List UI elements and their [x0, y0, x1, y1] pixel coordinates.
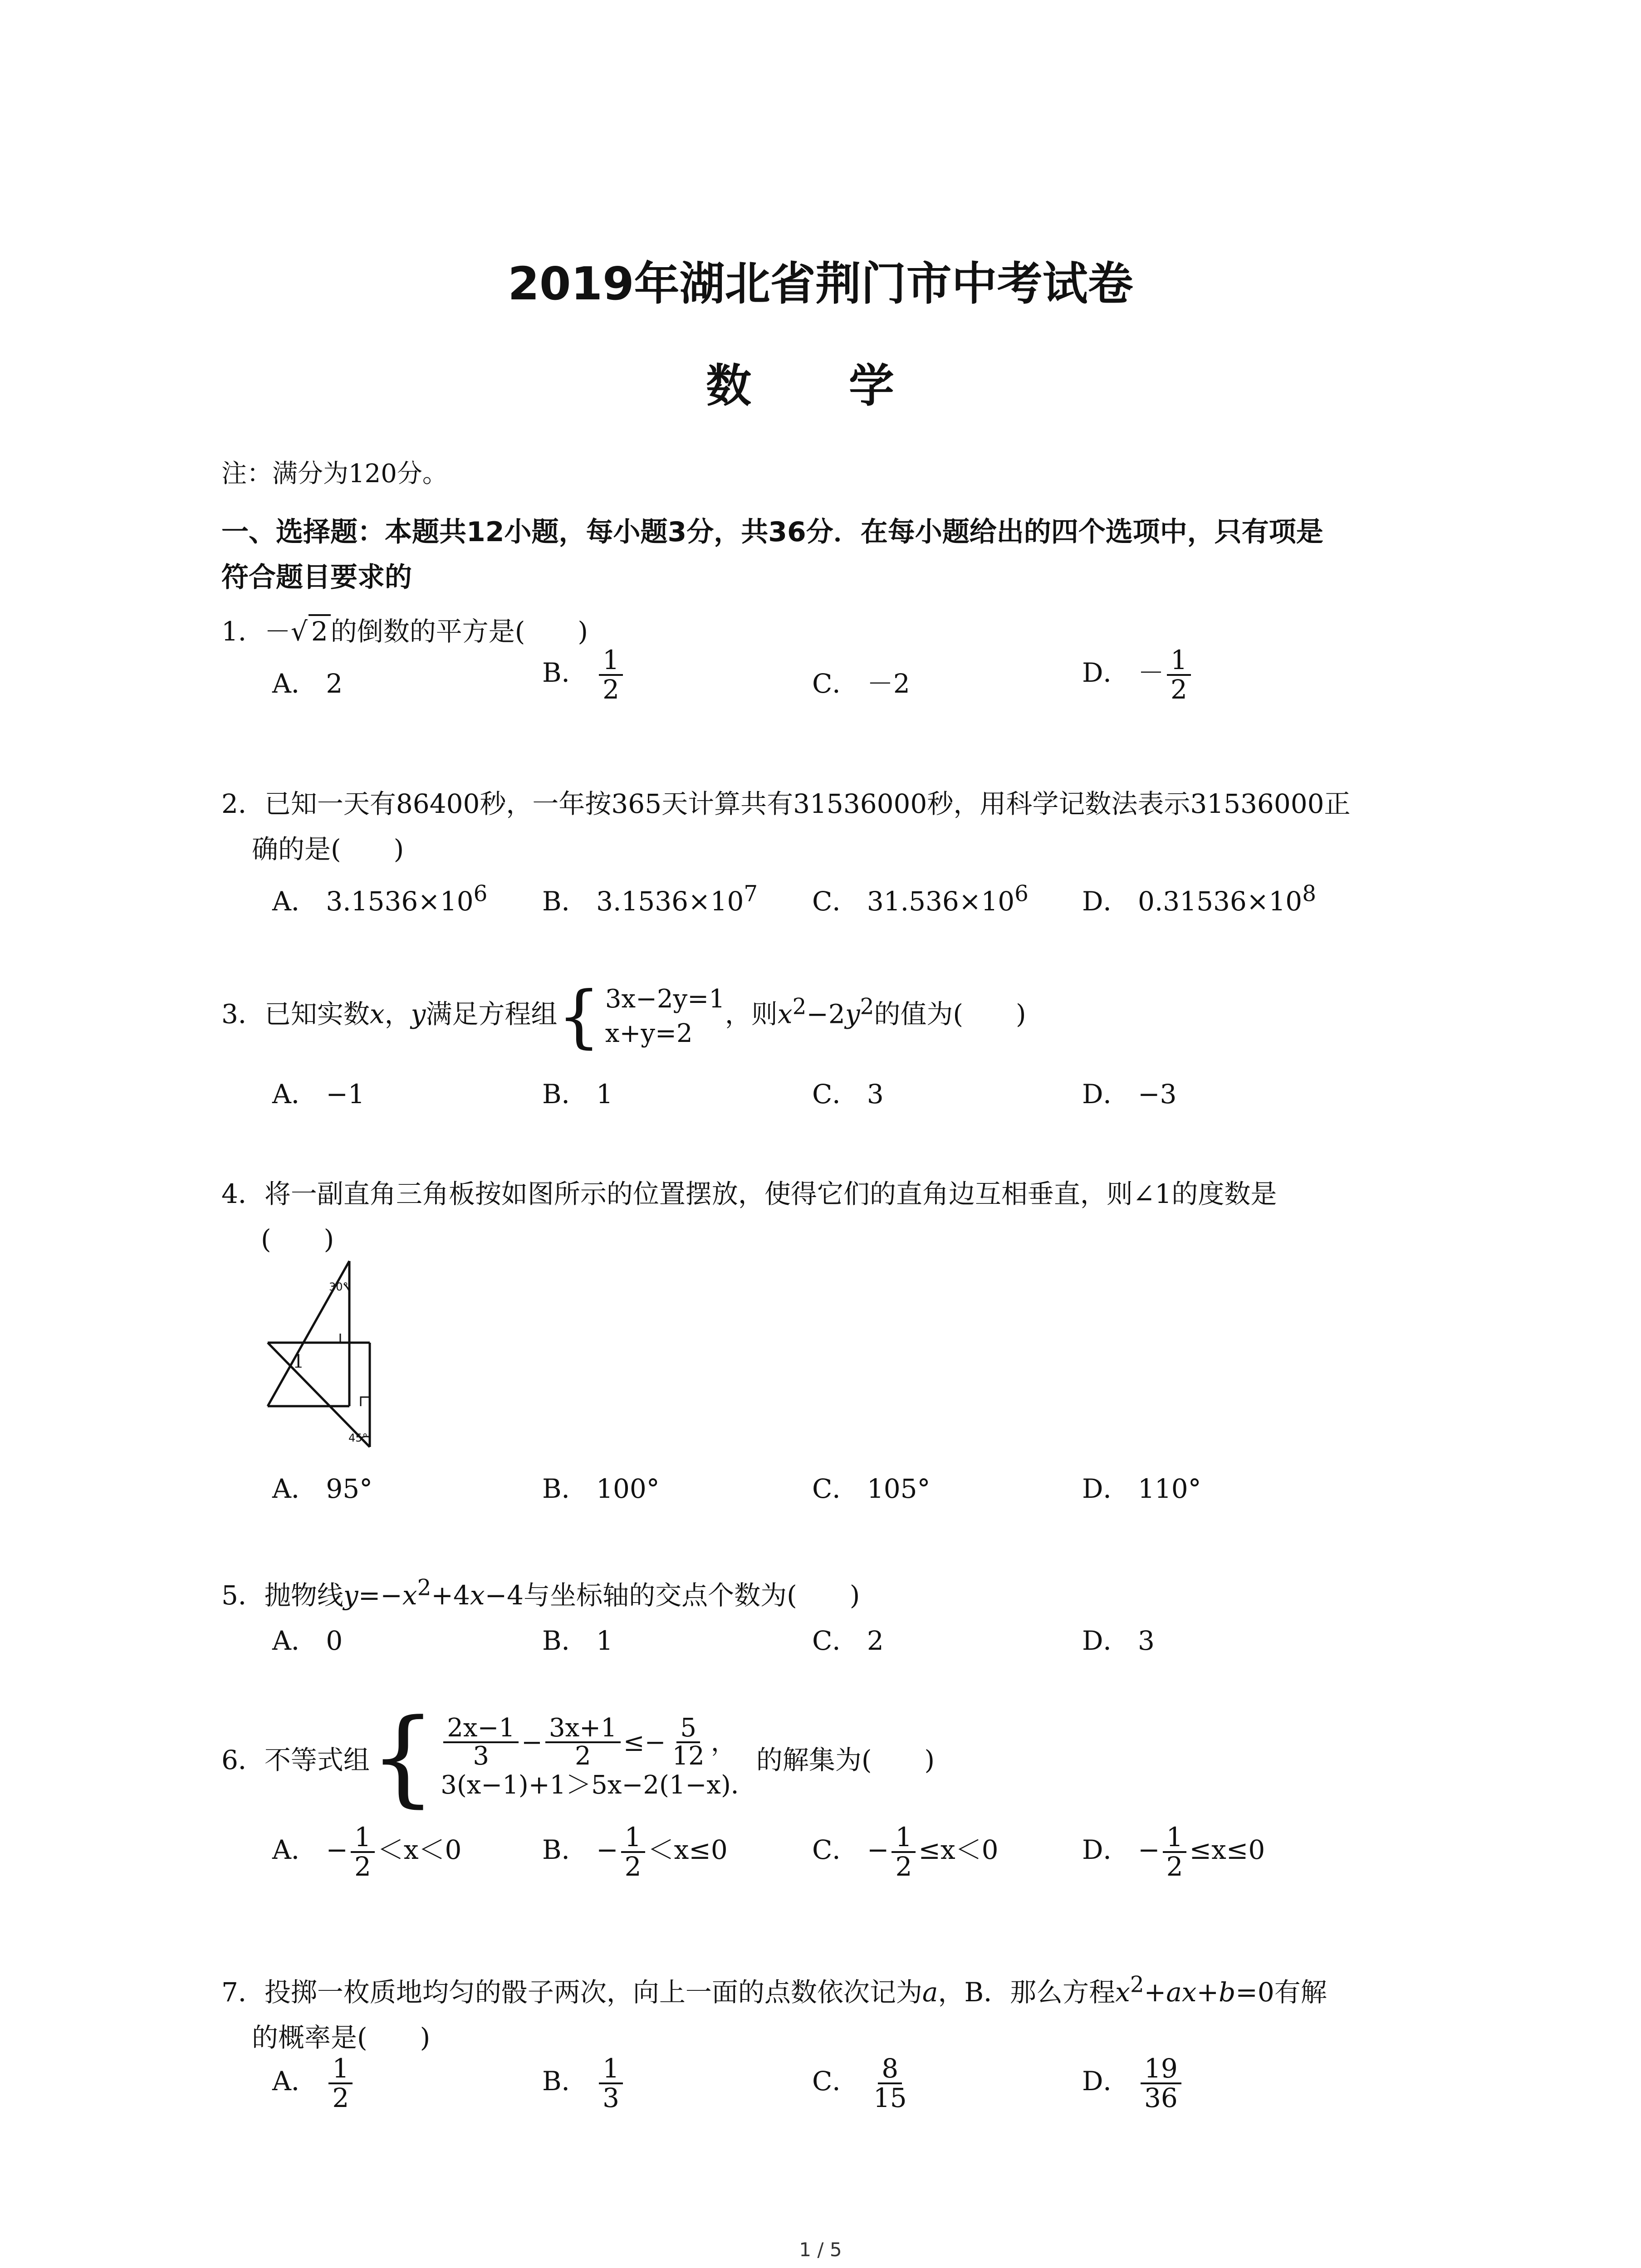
fraction — [870, 2055, 911, 2112]
option-sign: − — [326, 1834, 348, 1865]
option-label: B． — [542, 2065, 588, 2097]
q6-option-c — [812, 1823, 999, 1881]
q4-option-a — [272, 1467, 372, 1505]
page-number: 1 / 5 — [799, 2239, 842, 2261]
frac-num: 1 — [599, 646, 623, 676]
q5-text: 5．抛物线 — [221, 1580, 343, 1611]
q5-option-c — [812, 1619, 884, 1657]
fraction — [669, 1715, 708, 1770]
exponent: 7 — [744, 881, 758, 907]
q3-option-d — [1082, 1073, 1176, 1111]
option-value: ＜x≤0 — [647, 1834, 728, 1865]
option-value: 3.1536×10 — [596, 886, 744, 917]
option-label: B． — [542, 1079, 588, 1110]
q3-comma: ， — [384, 998, 411, 1030]
q5-text: =− — [358, 1580, 402, 1611]
question-1 — [221, 610, 588, 648]
option-value: 3 — [867, 1079, 884, 1110]
inequality-2: 3(x−1)+1＞5x−2(1−x)． — [441, 1770, 756, 1800]
fraction — [621, 1823, 645, 1881]
q6-op: ， — [710, 1727, 736, 1757]
q6-op: − — [521, 1727, 543, 1757]
right-angle-mark — [340, 1334, 349, 1343]
option-value: ＜x＜0 — [377, 1834, 462, 1865]
option-value: 3 — [1137, 1625, 1155, 1656]
option-label: D． — [1082, 657, 1130, 688]
var-y: y — [411, 998, 426, 1030]
q3-text: 满足方程组 — [426, 998, 558, 1030]
option-value: 100° — [596, 1473, 660, 1504]
option-label: C． — [812, 2065, 859, 2097]
frac-num: 8 — [878, 2055, 902, 2084]
frac-num: 2x−1 — [443, 1715, 519, 1744]
frac-den: 3 — [473, 1741, 489, 1771]
q7-text: =0有解 — [1235, 1977, 1327, 2008]
fraction — [1141, 2055, 1181, 2112]
frac-num: 1 — [599, 2055, 623, 2084]
option-label: B． — [542, 657, 588, 688]
q7-option-b — [542, 2055, 626, 2112]
q2-line2: 确的是( ) — [252, 834, 404, 865]
frac-num: 3x+1 — [545, 1715, 621, 1744]
option-value: 31.536×10 — [867, 886, 1015, 917]
option-value: −3 — [1137, 1079, 1177, 1110]
sqrt-icon: √ — [290, 616, 308, 647]
option-label: D． — [1082, 1834, 1130, 1865]
var-x: x — [369, 998, 385, 1030]
option-label: D． — [1082, 2065, 1130, 2097]
left-brace-icon: { — [369, 1697, 436, 1818]
option-value: ≤x≤0 — [1189, 1834, 1265, 1865]
frac-num: 1 — [1167, 646, 1191, 676]
question-6 — [221, 1697, 935, 1818]
q5-text: −4 — [485, 1580, 524, 1611]
option-label: B． — [542, 1834, 588, 1865]
q5-text: +4 — [431, 1580, 470, 1611]
inequality-system — [441, 1715, 756, 1801]
option-label: C． — [812, 1473, 859, 1504]
frac-den: 2 — [332, 2082, 349, 2113]
exponent: 6 — [473, 881, 488, 907]
fraction — [892, 1823, 916, 1881]
q7-text: + — [1144, 1977, 1166, 2008]
option-label: B． — [542, 886, 588, 917]
var-y: y — [845, 998, 860, 1030]
var-y: y — [343, 1580, 358, 1611]
exponent: 2 — [860, 994, 874, 1020]
left-brace-icon: { — [557, 977, 601, 1056]
frac-den: 2 — [1170, 674, 1187, 705]
question-3 — [221, 977, 1026, 1056]
fraction — [1167, 646, 1191, 704]
option-label: A． — [272, 1625, 318, 1656]
q4-option-b — [542, 1467, 660, 1505]
q4-option-d — [1082, 1467, 1201, 1505]
frac-den: 2 — [895, 1851, 912, 1882]
option-label: D． — [1082, 1625, 1130, 1656]
exponent: 2 — [792, 994, 807, 1020]
frac-den: 2 — [603, 674, 619, 705]
exponent: 6 — [1014, 881, 1029, 907]
angle-30-label: 30° — [329, 1281, 348, 1293]
exponent: 2 — [417, 1575, 431, 1601]
q4-option-c — [812, 1467, 931, 1505]
fraction — [545, 1715, 621, 1770]
option-label: B． — [542, 1473, 588, 1504]
q6-text: 6．不等式组 — [221, 1745, 370, 1775]
option-value: 3.1536×10 — [326, 886, 474, 917]
frac-num: 1 — [621, 1823, 645, 1853]
option-label: D． — [1082, 1473, 1130, 1504]
q2-option-a — [272, 880, 487, 918]
q5-option-b — [542, 1619, 613, 1657]
q7-option-a — [272, 2055, 355, 2112]
option-label: B． — [542, 1625, 588, 1656]
q6-option-b — [542, 1823, 728, 1881]
fraction — [599, 646, 623, 704]
q1-option-d — [1082, 646, 1194, 704]
q7-option-d — [1082, 2055, 1184, 2112]
var-x: x — [1115, 1977, 1130, 2008]
var-x: x — [470, 1580, 485, 1611]
option-value: 0.31536×10 — [1137, 886, 1303, 917]
q2-line1: 2．已知一天有86400秒，一年按365天计算共有31536000秒，用科学记数法表示31536000正 — [221, 788, 1351, 819]
option-value: 95° — [326, 1473, 373, 1504]
q7-text: + — [1196, 1977, 1219, 2008]
q2-option-d — [1082, 880, 1316, 918]
q3-option-a — [272, 1073, 365, 1111]
q5-text: 与坐标轴的交点个数为( ) — [524, 1580, 860, 1611]
q6-text: 的解集为( ) — [756, 1745, 935, 1775]
q1-option-b — [542, 646, 626, 704]
q4-line1: 4．将一副直角三角板按如图所示的位置摆放，使得它们的直角边互相垂直，则∠1的度数是 — [221, 1178, 1277, 1209]
q7-option-c — [812, 2055, 913, 2112]
q3-text: −2 — [806, 998, 845, 1030]
frac-num: 1 — [892, 1823, 916, 1853]
option-sign: − — [1137, 1834, 1160, 1865]
q3-option-c — [812, 1073, 884, 1111]
var-ax: ax — [1166, 1977, 1197, 2008]
q3-text: ，则 — [725, 998, 778, 1030]
option-label: A． — [272, 2065, 318, 2097]
frac-den: 2 — [624, 1851, 642, 1882]
fraction — [1163, 1823, 1187, 1881]
option-value: 1 — [596, 1625, 613, 1656]
triangle-rulers-figure — [259, 1256, 386, 1456]
option-sign: － — [1137, 657, 1164, 688]
option-label: A． — [272, 1079, 318, 1110]
frac-num: 19 — [1141, 2055, 1181, 2084]
equation-1: 3x−2y=1 — [605, 984, 725, 1014]
option-value: 0 — [326, 1625, 343, 1656]
subject-title: 数 学 — [706, 359, 935, 412]
q3-text: 的值为( ) — [874, 998, 1026, 1030]
option-value: 2 — [867, 1625, 884, 1656]
q1-minus: － — [264, 616, 291, 647]
option-sign: − — [867, 1834, 889, 1865]
option-value: －2 — [867, 668, 910, 699]
option-value: 105° — [867, 1473, 931, 1504]
equation-2: x+y=2 — [605, 1018, 693, 1048]
frac-num: 1 — [1163, 1823, 1187, 1853]
q7-text: ，B．那么方程 — [938, 1977, 1116, 2008]
q2-option-c — [812, 880, 1029, 918]
frac-den: 2 — [1166, 1851, 1183, 1882]
option-label: A． — [272, 886, 318, 917]
exponent: 2 — [1130, 1972, 1144, 1998]
q7-line2: 的概率是( ) — [252, 2022, 431, 2053]
q6-option-d — [1082, 1823, 1265, 1881]
option-label: C． — [812, 668, 859, 699]
option-label: D． — [1082, 886, 1130, 917]
option-label: C． — [812, 886, 859, 917]
option-sign: − — [596, 1834, 618, 1865]
exponent: 8 — [1302, 881, 1316, 907]
var-b: b — [1219, 1977, 1236, 2008]
frac-den: 36 — [1144, 2082, 1178, 2113]
q3-text: 3．已知实数 — [221, 998, 370, 1030]
q7-text: 7．投掷一枚质地均匀的骰子两次，向上一面的点数依次记为 — [221, 1977, 922, 2008]
frac-num: 1 — [328, 2055, 353, 2084]
frac-num: 1 — [351, 1823, 375, 1853]
frac-den: 15 — [873, 2082, 907, 2113]
exam-title: 2019年湖北省荆门市中考试卷 — [508, 257, 1133, 310]
option-label: A． — [272, 1473, 318, 1504]
var-x: x — [402, 1580, 417, 1611]
angle-45-label: 45° — [348, 1432, 368, 1444]
q3-option-b — [542, 1073, 613, 1111]
option-value: ≤x＜0 — [918, 1834, 999, 1865]
right-angle-mark — [361, 1397, 370, 1406]
q1-text: 的倒数的平方是( ) — [330, 616, 588, 647]
option-label: A． — [272, 668, 318, 699]
option-value: −1 — [326, 1079, 365, 1110]
equation-system — [605, 982, 725, 1051]
frac-den: 2 — [575, 1741, 591, 1771]
var-x: x — [777, 998, 793, 1030]
q6-op: ≤− — [623, 1727, 666, 1757]
section-heading-line1: 一、选择题：本题共12小题，每小题3分，共36分．在每小题给出的四个选项中，只有项是 — [221, 516, 1323, 548]
option-label: C． — [812, 1834, 859, 1865]
fraction — [443, 1715, 519, 1770]
question-7-line1 — [221, 1971, 1327, 2009]
q5-option-d — [1082, 1619, 1155, 1657]
q6-option-a — [272, 1823, 461, 1881]
option-value: 2 — [326, 668, 343, 699]
q1-radicand: 2 — [309, 614, 331, 647]
frac-num: 5 — [676, 1715, 700, 1744]
q1-number: 1． — [221, 616, 265, 647]
fraction — [328, 2055, 353, 2112]
angle-1-label: 1 — [293, 1351, 304, 1372]
q5-option-a — [272, 1619, 343, 1657]
q1-option-c — [812, 662, 910, 700]
option-label: A． — [272, 1834, 318, 1865]
score-note: 注：满分为120分。 — [221, 459, 448, 489]
option-value: 1 — [596, 1079, 613, 1110]
frac-den: 12 — [672, 1741, 705, 1771]
question-5 — [221, 1574, 860, 1612]
option-label: C． — [812, 1079, 859, 1110]
q1-option-a — [272, 662, 343, 700]
q2-option-b — [542, 880, 758, 918]
fraction — [599, 2055, 623, 2112]
inequality-1 — [441, 1715, 756, 1770]
fraction — [351, 1823, 375, 1881]
section-heading-line2: 符合题目要求的 — [221, 562, 412, 593]
option-value: 110° — [1137, 1473, 1201, 1504]
q4-line2: ( ) — [261, 1224, 334, 1255]
frac-den: 2 — [354, 1851, 371, 1882]
frac-den: 3 — [603, 2082, 619, 2113]
option-label: D． — [1082, 1079, 1130, 1110]
var-a: a — [922, 1977, 938, 2008]
option-label: C． — [812, 1625, 859, 1656]
